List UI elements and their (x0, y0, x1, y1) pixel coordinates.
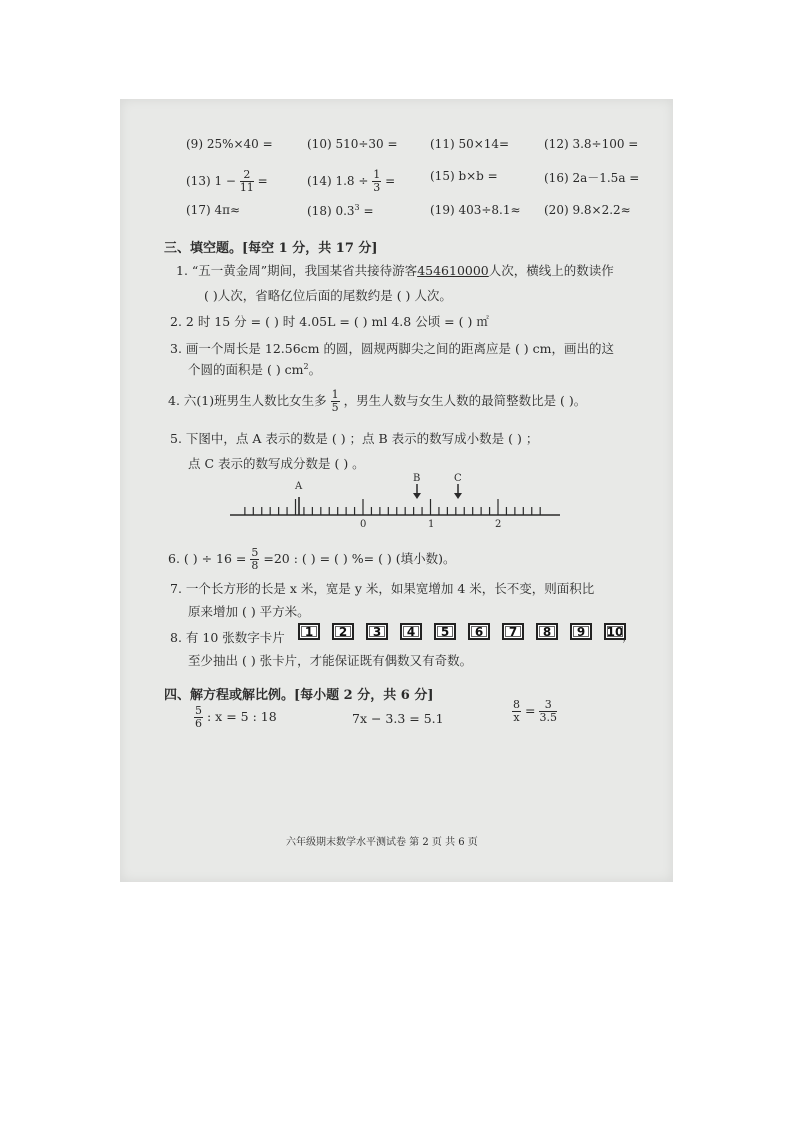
number-card-2: 2 (332, 623, 354, 640)
tick-label-0: 0 (360, 519, 367, 529)
number-card-3: 3 (366, 623, 388, 640)
q7-line1: 7. 一个长方形的长是 x 米，宽是 y 米，如果宽增加 4 米，长不变，则面积比 (170, 581, 595, 596)
point-a-label: A (295, 481, 303, 492)
q5-line1: 5. 下图中，点 A 表示的数是 ( ) ；点 B 表示的数写成小数是 ( ) ； (170, 431, 539, 446)
q8-line2: 至少抽出 ( ) 张卡片，才能保证既有偶数又有奇数。 (188, 653, 473, 668)
number-card-10: 10 (604, 623, 626, 640)
q3-line2: 个圆的面积是 ( ) $cm^2$。 (188, 361, 322, 377)
calc-16: (16) 2a－1.5a = (544, 171, 640, 185)
number-card-1: 1 (298, 623, 320, 640)
calc-10: (10) 510÷30 = (307, 137, 398, 151)
q4: 4. 六(1)班男生人数比女生多 $\frac{1}{5}$ ，男生人数与女生人数的最简整数比是 ( )。 (168, 388, 587, 414)
point-c-arrowhead (454, 493, 462, 499)
calc-20: (20) 9.8×2.2≈ (544, 203, 631, 217)
q8-comma: ， (622, 628, 635, 643)
point-c-label: C (454, 473, 462, 484)
exam-page (120, 99, 673, 882)
point-b-arrowhead (413, 493, 421, 499)
tick-label-2: 2 (495, 519, 502, 529)
page-footer: 六年级期末数学水平测试卷 第 2 页 共 6 页 (286, 837, 478, 848)
calc-11: (11) 50×14= (430, 137, 510, 151)
calc-17: (17) 4π≈ (186, 203, 241, 217)
tick-label-1: 1 (428, 519, 435, 529)
number-line (225, 469, 565, 529)
calc-18: (18) $0.3^3$ = (307, 203, 374, 218)
q5-line2: 点 C 表示的数写成分数是 ( ) 。 (188, 456, 365, 471)
equation-1: $\frac{5}{6}$ : x = 5 : 18 (195, 704, 277, 730)
number-card-9: 9 (570, 623, 592, 640)
point-b-label: B (413, 473, 421, 484)
number-card-4: 4 (400, 623, 422, 640)
calc-15: (15) b×b = (430, 169, 498, 183)
section-4-title: 四、解方程或解比例。[每小题 2 分，共 6 分] (164, 688, 434, 703)
calc-9: (9) 25%×40 = (186, 137, 273, 151)
calc-12: (12) 3.8÷100 = (544, 137, 639, 151)
q1-line1: 1. “五一黄金周”期间，我国某省共接待游客454610000人次，横线上的数读作 (176, 263, 614, 278)
number-card-6: 6 (468, 623, 490, 640)
number-card-8: 8 (536, 623, 558, 640)
q3-line1: 3. 画一个周长是 12.56cm 的圆，圆规两脚尖之间的距离应是 ( ) cm，画出的这 (170, 341, 615, 356)
equation-2: 7x − 3.3 = 5.1 (352, 711, 444, 726)
q6: 6. ( ) ÷ 16 = $\frac{5}{8}$ =20 : ( ) = ( ) %= ( ) (填小数)。 (168, 546, 456, 572)
calc-14: (14) 1.8 ÷ $\frac{1}{3}$ = (307, 168, 396, 194)
calc-13: (13) 1 − $\frac{2}{11}$ = (186, 168, 268, 194)
calc-19: (19) 403÷8.1≈ (430, 203, 521, 217)
section-3-title: 三、填空题。[每空 1 分，共 17 分] (164, 241, 378, 256)
q7-line2: 原来增加 ( ) 平方米。 (188, 604, 310, 619)
equation-3: $\frac{8}{x}$ = $\frac{3}{3.5}$ (513, 698, 557, 724)
number-card-7: 7 (502, 623, 524, 640)
q1-line2: ( )人次，省略亿位后面的尾数约是 ( ) 人次。 (204, 288, 452, 303)
number-card-5: 5 (434, 623, 456, 640)
q2: 2. 2 时 15 分 = ( ) 时 4.05L = ( ) ml 4.8 公顷 = ( ) ㎡ (170, 314, 489, 329)
q8-line1: 8. 有 10 张数字卡片 (170, 630, 285, 645)
